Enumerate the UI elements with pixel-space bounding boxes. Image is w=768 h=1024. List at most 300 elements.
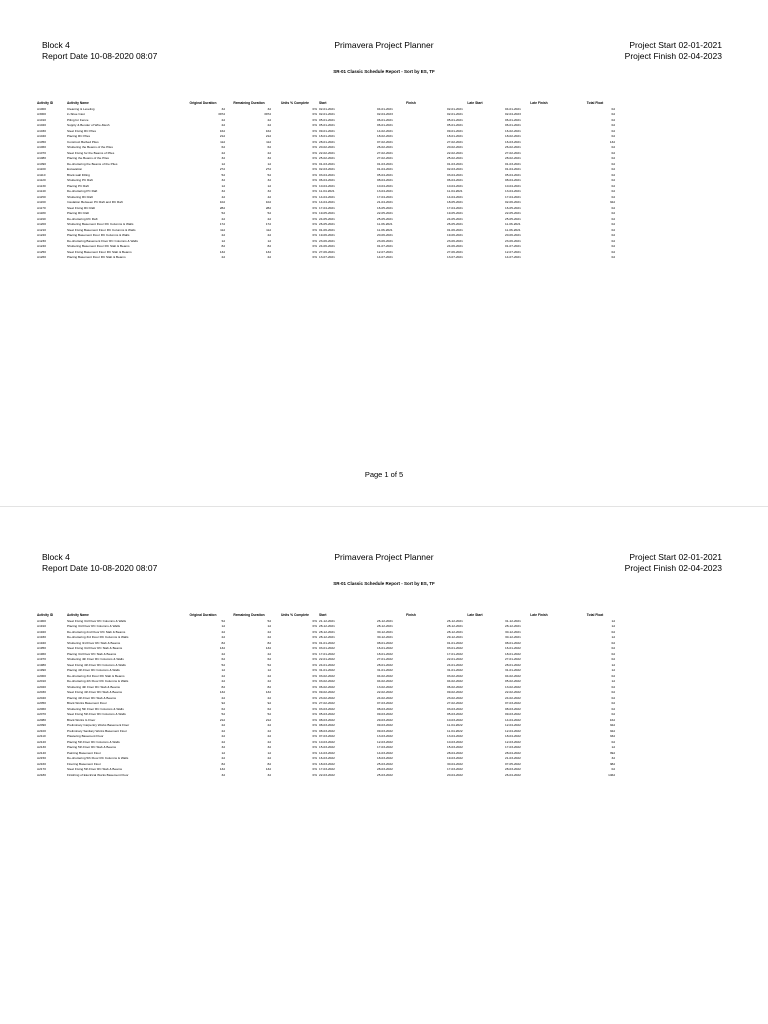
cell-original-duration: 8d	[221, 640, 225, 645]
cell-activity-id: A1250	[37, 249, 46, 254]
cell-late-start: 26-05-2021	[447, 222, 463, 226]
cell-late-finish: 27-01-2022	[505, 657, 521, 661]
cell-original-duration: 397d	[218, 112, 225, 116]
cell-original-duration: 2d	[221, 739, 225, 744]
cell-late-start: 06-02-2022	[447, 684, 463, 689]
column-header: Activity Name	[67, 612, 89, 617]
cell-original-duration: 1d	[221, 161, 225, 166]
cell-original-duration: 16d	[219, 128, 225, 133]
cell-start: 23-02-2022	[319, 695, 335, 700]
cell-remaining-duration: 2d	[267, 150, 271, 155]
cell-original-duration: 2d	[221, 233, 225, 237]
cell-activity-name: Placing 5th Floor RC Slab & Beams	[67, 745, 117, 749]
cell-activity-name: Preliminary Sanitary Works Basement Floor	[67, 728, 127, 733]
cell-activity-id: A1150	[37, 194, 46, 199]
cell-late-finish: 28-03-2022	[505, 767, 521, 771]
cell-late-start: 01-06-2021	[447, 227, 463, 232]
cell-late-finish: 08-04-2021	[505, 178, 521, 182]
cell-percent-complete: 0%	[312, 750, 317, 755]
cell-finish: 12-03-2022	[377, 739, 393, 744]
cell-late-finish: 27-02-2021	[505, 150, 521, 155]
column-header: Total Float	[586, 612, 604, 617]
cell-percent-complete: 0%	[312, 161, 317, 166]
cell-late-finish: 05-04-2021	[505, 172, 521, 177]
cell-late-finish: 08-01-2022	[505, 640, 521, 645]
cell-activity-id: A2040	[37, 695, 46, 700]
cell-remaining-duration: 21d	[265, 134, 271, 138]
cell-activity-name: Placing 4th Floor RC Slab & Beams	[67, 695, 117, 700]
cell-finish: 30-12-2021	[377, 635, 393, 639]
cell-start: 31-01-2022	[319, 668, 335, 672]
cell-percent-complete: 0%	[312, 651, 317, 656]
cell-total-float: 0d	[611, 646, 615, 650]
cell-late-start: 17-03-2022	[447, 767, 463, 771]
cell-late-start: 26-12-2021	[447, 618, 463, 623]
cell-percent-complete: 0%	[312, 139, 317, 144]
cell-finish: 30-12-2021	[377, 629, 393, 634]
cell-remaining-duration: 8d	[267, 761, 271, 766]
cell-total-float: 146d	[608, 772, 615, 777]
cell-total-float: 0d	[611, 690, 615, 694]
cell-late-start: 19-05-2021	[447, 211, 463, 215]
cell-total-float: 0d	[611, 167, 615, 171]
cell-late-start: 27-06-2021	[447, 249, 463, 254]
cell-percent-complete: 0%	[312, 233, 317, 237]
cell-start: 17-04-2021	[319, 205, 335, 210]
cell-start: 19-05-2021	[319, 211, 335, 215]
cell-late-finish: 01-07-2021	[505, 244, 521, 248]
cell-start: 13-07-2021	[319, 255, 335, 259]
cell-activity-name: Insulation Between PC Raft and RC Raft	[67, 200, 123, 204]
cell-late-finish: 16-05-2021	[505, 205, 521, 210]
cell-finish: 11-06-2021	[377, 222, 393, 226]
cell-start: 14-04-2021	[319, 194, 335, 199]
cell-percent-complete: 0%	[312, 255, 317, 259]
cell-percent-complete: 0%	[312, 706, 317, 711]
project-start: Project Start 02-01-2021	[629, 40, 722, 50]
cell-late-finish: 11-06-2021	[505, 227, 521, 232]
cell-activity-name: Block Works Basement Floor	[67, 701, 107, 705]
column-header: Activity ID	[37, 100, 54, 105]
cell-activity-name: Placing 3rd Floor RC Slab & Beams	[67, 651, 117, 656]
cell-percent-complete: 0%	[312, 167, 317, 171]
cell-late-finish: 04-01-2021	[505, 106, 521, 111]
cell-activity-id: A1220	[37, 233, 46, 237]
cell-original-duration: 3d	[221, 189, 225, 193]
cell-activity-name: Shuttering PC Raft	[67, 178, 93, 182]
cell-remaining-duration: 2d	[267, 233, 271, 237]
cell-remaining-duration: 6d	[267, 657, 271, 661]
cell-activity-name: Preliminary Carpentry Works Basement Floor	[67, 723, 130, 727]
cell-activity-name: in-Situe Cast	[67, 112, 85, 116]
cell-late-finish: 16-01-2022	[505, 646, 521, 650]
cell-total-float: 0d	[611, 189, 615, 193]
cell-original-duration: 17d	[219, 222, 225, 226]
cell-remaining-duration: 4d	[267, 194, 271, 199]
cell-start: 28-12-2021	[319, 624, 335, 628]
cell-start: 15-03-2022	[319, 745, 335, 749]
cell-late-finish: 14-07-2021	[505, 255, 521, 259]
cell-activity-name: Placing 3rd Floor RC Columns & Walls	[67, 624, 121, 628]
cell-percent-complete: 0%	[312, 189, 317, 193]
cell-finish: 25-05-2021	[377, 216, 393, 221]
cell-percent-complete: 0%	[312, 145, 317, 149]
cell-start: 25-02-2021	[319, 156, 335, 160]
cell-total-float: 16d	[609, 717, 615, 722]
cell-late-finish: 10-04-2021	[505, 183, 521, 188]
cell-start: 11-04-2021	[319, 189, 335, 193]
cell-finish: 18-01-2022	[377, 651, 393, 656]
cell-original-duration: 2d	[221, 255, 225, 259]
cell-late-start: 28-12-2021	[447, 624, 463, 628]
cell-total-float: 0d	[611, 161, 615, 166]
cell-original-duration: 6d	[221, 145, 225, 149]
cell-activity-id: A2050	[37, 701, 46, 705]
cell-finish: 27-01-2022	[377, 657, 393, 661]
cell-total-float: 33d	[609, 734, 615, 738]
cell-activity-name: Steel Fixing 4th Floor RC Columns & Walls	[67, 662, 126, 667]
cell-late-finish: 14-04-2022	[505, 717, 521, 722]
cell-activity-id: A1060	[37, 145, 46, 149]
cell-original-duration: 6d	[221, 657, 225, 661]
cell-late-start: 04-02-2022	[447, 679, 463, 683]
cell-activity-id: A1200	[37, 222, 46, 226]
cell-late-finish: 17-03-2022	[505, 745, 521, 749]
cell-finish: 09-03-2022	[377, 723, 393, 727]
cell-activity-id: A2070	[37, 712, 46, 716]
cell-remaining-duration: 2d	[267, 629, 271, 634]
cell-total-float: 3d	[611, 756, 615, 760]
page-header-right	[625, 40, 722, 62]
cell-original-duration: 2d	[221, 695, 225, 700]
cell-remaining-duration: 1d	[267, 624, 271, 628]
cell-percent-complete: 0%	[312, 635, 317, 639]
cell-finish: 27-02-2021	[377, 156, 393, 160]
cell-late-finish: 07-05-2022	[505, 761, 521, 766]
cell-activity-id: A2180	[37, 772, 46, 777]
cell-remaining-duration: 2d	[267, 734, 271, 738]
cell-late-finish: 07-03-2022	[505, 701, 521, 705]
cell-start: 08-03-2022	[319, 728, 335, 733]
cell-remaining-duration: 13d	[265, 646, 271, 650]
cell-activity-name: Painting Basement Floor	[67, 750, 101, 755]
cell-late-finish: 23-06-2021	[505, 238, 521, 243]
cell-finish: 25-03-2022	[377, 761, 393, 766]
cell-remaining-duration: 2d	[267, 216, 271, 221]
cell-late-start: 24-01-2022	[447, 662, 463, 667]
cell-remaining-duration: 5d	[267, 662, 271, 667]
cell-start: 22-01-2022	[319, 657, 335, 661]
cell-original-duration: 21d	[219, 134, 225, 138]
cell-finish: 18-03-2022	[377, 756, 393, 760]
cell-percent-complete: 0%	[312, 238, 317, 243]
cell-total-float: 1d	[611, 668, 615, 672]
cell-late-finish: 16-03-2021	[505, 139, 521, 144]
cell-original-duration: 3d	[221, 772, 225, 777]
cell-late-start: 13-04-2022	[447, 734, 463, 738]
cell-activity-id: A1030	[37, 128, 46, 133]
report-date: Report Date 10-08-2020 08:07	[42, 51, 158, 61]
cell-remaining-duration: 3d	[267, 178, 271, 182]
cell-late-start: 01-01-2022	[447, 640, 463, 645]
cell-late-finish: 16-02-2021	[505, 128, 521, 133]
cell-original-duration: 3d	[221, 745, 225, 749]
cell-percent-complete: 0%	[312, 117, 317, 122]
cell-percent-complete: 0%	[312, 200, 317, 204]
cell-original-duration: 9d	[221, 701, 225, 705]
cell-remaining-duration: 5d	[267, 618, 271, 623]
cell-total-float: 0d	[611, 134, 615, 138]
cell-late-finish: 13-04-2021	[505, 189, 521, 193]
cell-original-duration: 6d	[221, 706, 225, 711]
cell-finish: 01-07-2021	[377, 244, 393, 248]
cell-finish: 06-01-2021	[377, 123, 393, 127]
cell-total-float: 0d	[611, 640, 615, 645]
cell-total-float: 0d	[611, 183, 615, 188]
cell-start: 06-02-2022	[319, 684, 335, 689]
cell-total-float: 0d	[611, 673, 615, 678]
cell-total-float: 0d	[611, 205, 615, 210]
cell-percent-complete: 0%	[312, 244, 317, 248]
cell-late-start: 28-04-2022	[447, 750, 463, 755]
cell-percent-complete: 0%	[312, 739, 317, 744]
cell-start: 03-04-2021	[319, 172, 335, 177]
cell-activity-name: Placing 4th Floor RC Columns & Walls	[67, 668, 120, 672]
cell-late-start: 13-07-2021	[447, 255, 463, 259]
cell-activity-id: A1920	[37, 629, 46, 634]
cell-percent-complete: 0%	[312, 717, 317, 722]
cell-remaining-duration: 28d	[265, 205, 271, 210]
cell-original-duration: 5d	[221, 211, 225, 215]
cell-late-start: 02-03-2021	[447, 167, 463, 171]
cell-total-float: 0d	[611, 651, 615, 656]
cell-activity-name: De-shuttering 4th Floor RC Columns & Walls	[67, 679, 129, 683]
cell-activity-id: A2020	[37, 684, 46, 689]
cell-remaining-duration: 13d	[265, 767, 271, 771]
cell-start: 21-12-2021	[319, 618, 335, 623]
cell-original-duration: 8d	[221, 684, 225, 689]
cell-percent-complete: 0%	[312, 712, 317, 716]
cell-finish: 28-03-2022	[377, 767, 393, 771]
cell-late-start: 23-06-2021	[447, 238, 463, 243]
cell-start: 03-01-2022	[319, 646, 335, 650]
cell-late-finish: 01-04-2021	[505, 167, 521, 171]
cell-percent-complete: 0%	[312, 761, 317, 766]
cell-percent-complete: 0%	[312, 673, 317, 678]
cell-start: 05-03-2022	[319, 712, 335, 716]
cell-activity-name: Placing Basement Floor RC Slab & Beams	[67, 255, 126, 259]
cell-total-float: 0d	[611, 657, 615, 661]
cell-late-finish: 30-12-2021	[505, 635, 521, 639]
cell-activity-name: Placing the Beams of the Piles	[67, 156, 109, 160]
cell-activity-id: A2150	[37, 756, 46, 760]
cell-late-finish: 12-04-2022	[505, 728, 521, 733]
cell-original-duration: 13d	[219, 249, 225, 254]
cell-remaining-duration: 21d	[265, 717, 271, 722]
cell-original-duration: 5d	[221, 618, 225, 623]
cell-finish: 13-04-2021	[377, 189, 393, 193]
cell-activity-name: Steel Fixing Basement Floor RC Slab & Beams	[67, 249, 132, 254]
cell-start: 14-03-2022	[319, 750, 335, 755]
column-header: Late Finish	[530, 100, 548, 105]
cell-late-start: 17-01-2022	[447, 651, 463, 656]
cell-late-start: 15-03-2022	[447, 745, 463, 749]
cell-late-start: 06-04-2021	[447, 178, 463, 182]
cell-remaining-duration: 2d	[267, 728, 271, 733]
cell-start: 02-01-2021	[319, 112, 335, 116]
cell-remaining-duration: 1d	[267, 750, 271, 755]
cell-original-duration: 27d	[219, 167, 225, 171]
cell-activity-name: Shuttering 4th Floor RC Slab & Beams	[67, 684, 120, 689]
cell-activity-name: Steel Fixing Basement Floor RC Columns & Walls	[67, 227, 136, 232]
cell-start: 27-06-2021	[319, 249, 335, 254]
cell-late-start: 31-01-2022	[447, 668, 463, 672]
cell-late-start: 03-04-2021	[447, 172, 463, 177]
cell-original-duration: 13d	[219, 646, 225, 650]
cell-finish: 28-12-2021	[377, 624, 393, 628]
cell-percent-complete: 0%	[312, 701, 317, 705]
cell-total-float: 38d	[609, 761, 615, 766]
cell-finish: 16-01-2022	[377, 646, 393, 650]
cell-percent-complete: 0%	[312, 194, 317, 199]
cell-activity-id: A2100	[37, 728, 46, 733]
cell-activity-name: Shuttering Basement Floor RC Columns & Walls	[67, 222, 134, 226]
cell-finish: 26-02-2021	[377, 145, 393, 149]
cell-total-float: 39d	[609, 750, 615, 755]
cell-total-float: 0d	[611, 238, 615, 243]
cell-remaining-duration: 17d	[265, 222, 271, 226]
cell-remaining-duration: 5d	[267, 712, 271, 716]
cell-activity-name: De-shuttering the Beams of the Piles	[67, 161, 118, 166]
cell-remaining-duration: 16d	[265, 128, 271, 133]
schedule-table	[36, 91, 732, 260]
cell-original-duration: 2d	[221, 123, 225, 127]
cell-activity-id: A1190	[37, 216, 46, 221]
cell-finish: 23-06-2021	[377, 238, 393, 243]
cell-original-duration: 5d	[221, 662, 225, 667]
table-header-row	[36, 91, 732, 106]
cell-finish: 01-03-2021	[377, 161, 393, 166]
cell-start: 07-03-2022	[319, 734, 335, 738]
cell-late-start: 10-03-2022	[447, 717, 463, 722]
cell-original-duration: 2d	[221, 728, 225, 733]
cell-percent-complete: 0%	[312, 756, 317, 760]
cell-finish: 29-03-2022	[377, 717, 393, 722]
cell-late-finish: 20-06-2021	[505, 233, 521, 237]
cell-original-duration: 11d	[220, 227, 225, 232]
cell-total-float: 0d	[611, 178, 615, 182]
cell-activity-name: De-shuttering 3rd Floor RC Columns & Walls	[67, 635, 129, 639]
cell-finish: 08-03-2022	[377, 706, 393, 711]
cell-activity-name: Placing 5th Floor RC Columns & Walls	[67, 739, 120, 744]
column-header: Total Float	[586, 100, 604, 105]
project-finish: Project Finish 02-04-2023	[624, 51, 722, 61]
cell-original-duration: 3d	[221, 178, 225, 182]
cell-original-duration: 5d	[221, 712, 225, 716]
column-header: Late Start	[467, 612, 483, 617]
cell-late-start: 03-01-2022	[447, 646, 463, 650]
cell-total-float: 0d	[611, 123, 615, 127]
column-header: Original Duration	[189, 100, 217, 105]
cell-total-float: 0d	[611, 706, 615, 711]
cell-activity-id: A2080	[37, 717, 46, 722]
cell-remaining-duration: 27d	[265, 167, 271, 171]
cell-finish: 04-02-2022	[377, 679, 393, 683]
cell-remaining-duration: 11d	[266, 227, 271, 232]
cell-late-start: 30-04-2022	[447, 761, 463, 766]
cell-original-duration: 2d	[221, 673, 225, 678]
cell-start: 17-03-2022	[319, 767, 335, 771]
cell-original-duration: 3d	[221, 106, 225, 111]
cell-late-finish: 18-01-2022	[505, 651, 521, 656]
cell-activity-name: Piling for Fence	[67, 117, 89, 122]
cell-total-float: 0d	[611, 739, 615, 744]
cell-late-start: 10-04-2021	[447, 183, 463, 188]
cell-finish: 17-04-2021	[377, 194, 393, 199]
cell-late-finish: 26-04-2022	[505, 772, 521, 777]
cell-remaining-duration: 1d	[267, 238, 271, 243]
cell-percent-complete: 0%	[312, 128, 317, 133]
cell-activity-id: A1940	[37, 640, 46, 645]
cell-late-start: 22-01-2022	[447, 657, 463, 661]
cell-original-duration: 2d	[221, 734, 225, 738]
cell-remaining-duration: 2d	[267, 651, 271, 656]
cell-late-finish: 01-03-2021	[505, 161, 521, 166]
cell-percent-complete: 0%	[312, 211, 317, 215]
cell-late-start: 27-02-2022	[447, 701, 463, 705]
cell-original-duration: 2d	[221, 150, 225, 155]
page-header-right	[625, 552, 722, 574]
cell-activity-name: De-shuttering 5th Floor RC Columns & Walls	[67, 756, 129, 760]
cell-remaining-duration: 6d	[267, 145, 271, 149]
cell-late-start: 19-06-2021	[447, 233, 463, 237]
cell-finish: 06-01-2021	[377, 117, 393, 122]
project-name: Block 4	[42, 40, 70, 50]
cell-activity-id: A2090	[37, 723, 46, 727]
cell-percent-complete: 0%	[312, 690, 317, 694]
cell-finish: 17-03-2022	[377, 745, 393, 749]
cell-activity-id: A1160	[37, 200, 46, 204]
cell-original-duration: 2d	[221, 651, 225, 656]
cell-late-finish: 17-04-2021	[505, 194, 521, 199]
cell-late-finish: 31-01-2022	[505, 668, 521, 672]
cell-late-start: 28-12-2021	[447, 629, 463, 634]
cell-start: 22-02-2021	[319, 150, 335, 155]
cell-original-duration: 11d	[220, 139, 225, 144]
cell-activity-id: A2030	[37, 690, 46, 694]
cell-activity-name: De-shuttering 2nd Floor RC Slab & Beams	[67, 629, 126, 634]
cell-total-float: 0d	[611, 150, 615, 155]
cell-start: 09-02-2022	[319, 690, 335, 694]
cell-total-float: 32d	[609, 200, 615, 204]
cell-late-start: 09-01-2021	[447, 128, 463, 133]
cell-percent-complete: 0%	[312, 156, 317, 160]
cell-start: 10-04-2021	[319, 183, 335, 188]
cell-activity-id: A1230	[37, 238, 46, 243]
cell-percent-complete: 0%	[312, 618, 317, 623]
cell-late-finish: 25-05-2021	[505, 216, 521, 221]
app-title: Primavera Project Planner	[334, 552, 434, 562]
cell-late-finish: 02-06-2021	[505, 200, 521, 204]
schedule-table	[36, 603, 732, 778]
cell-percent-complete: 0%	[312, 723, 317, 727]
cell-activity-id: A1960	[37, 651, 46, 656]
cell-activity-name: Supply & Bender of Wire-Mesh	[67, 123, 110, 127]
cell-finish: 08-01-2022	[377, 640, 393, 645]
cell-activity-id: A1990	[37, 668, 46, 672]
cell-total-float: 1d	[611, 635, 615, 639]
cell-activity-name: Shuttering 4th Floor RC Columns & Walls	[67, 657, 124, 661]
